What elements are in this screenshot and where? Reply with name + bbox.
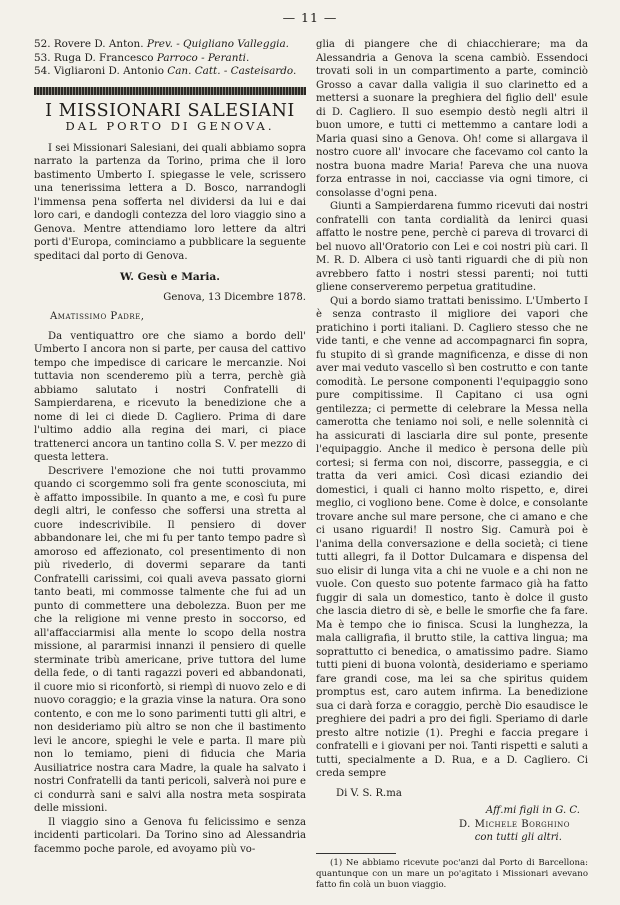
signature-name: D. Michele Borghino [458,818,570,830]
closing-formula: Di V. S. R.ma [336,787,402,799]
footnote-divider [316,853,396,854]
list-item: 54. Vigliaroni D. Antonio Can. Catt. - Casteisardo. [34,65,297,77]
invocation: W. Gesù e Maria. [120,271,220,283]
body-paragraph: Giunti a Sampierdarena fummo ricevuti dai nostri confratelli con tanta cordialità da lenirci quasi affatto le nostre pene, perchè ci pareva di trovarci di bel nuovo all'Oratorio con Lei e coi nostri più cari. Il M. R. D. Albera ci usò tanti riguardi che di più non avrebbero fatto i nostri stessi parenti; noi tutti gliene conserveremo perpetua gratitudine. [316,201,588,293]
body-paragraph: Qui a bordo siamo trattati benissimo. L'Umberto I è senza contrasto il migliore dei vapori che pratichino i porti italiani. D. Cagliero stesso che ne vide tanti, e che venne ad accompagnarci fin sopra, fu stupito di sì grande magnificenza, e disse di non aver mai veduto vascello sì ben costrutto e con tante comodità. Le persone componenti l'equipaggio sono pure compitissime. Il Capitano ci usa ogni gentilezza; ci permette di celebrare la Messa nella camerotta che teniamo noi soli, e nelle solennità ci ha assicurati di lasciarla dire sul ponte, presente l'equipaggio. Anche il medico è persona delle più cortesi; si ferma con noi, discorre, passeggia, e ci tratta da veri amici. Così dicasi eziandio dei domestici, i quali ci hanno molto rispetto, e, direi meglio, ci vogliono bene. Come è dolce, e consolante trovare anche sul mare persone, che ci amano e che ci usano riguardi! Il nostro Sig. Camurà poi è l'anima della conversazione e della società; ci tiene tutti allegri, fa il Dottor Dulcamara e dispensa del suo elisir di lunga vita a chi ne vuole e a chi non ne vuole. Con questo suo potente farmaco già ha fatto fuggir di sala un domestico, tanto è dolce il gusto che lascia dietro di sè, e belle le smorfie che fa fare. Ma è tempo che io finisca. Scusi la lunghezza, la mala calligrafia, il brutto stile, la cattiva lingua; ma soprattutto ci benedica, o amatissimo padre. Siamo tutti pieni di buona volontà, desideriamo e speriamo fare grandi cose, ma lei sa che spiritus quidem promptus est, caro autem infirma. La benedizione sua ci darà forza e coraggio, perchè Dio esaudisce le preghiere dei padri a pro dei figli. Speriamo di darle presto altre notizie (1). Preghi e faccia pregare i confratelli e i giovani per noi. Tanti rispetti e saluti a tutti, specialmente a D. Rua, e a D. Cagliero. Ci creda sempre [316,295,588,779]
list-item: 52. Rovere D. Anton. Prev. - Quigliano Valleggia. [34,38,289,50]
right-column [316,38,588,891]
body-paragraph: Da ventiquattro ore che siamo a bordo dell' Umberto I ancora non si parte, per causa del cattivo tempo che impedisce di caricare le mercanzie. Noi tuttavia non scenderemo più a terra, perchè già abbiamo salutato i nostri Confratelli di Sampierdarena, e ricevuto la benedizione che a nome di lei ci diede D. Cagliero. Prima di dare l'ultimo addio alla regina dei mari, ci piace trattenerci ancora un tantino colla S. V. per mezzo di questa lettera. [34,330,306,463]
footnote: (1) Ne abbiamo ricevute poc'anzi dal Porto di Barcellona: quantunque con un mare un po'agitato i Missionari avevano fatto fin colà un buon viaggio. [316,857,588,890]
priest-list [34,38,306,79]
letter-date: Genova, 13 Dicembre 1878. [163,291,306,303]
signature-line: Aff.mi figli in G. C. [485,805,580,816]
ornamental-divider [34,87,306,95]
article-title: I MISSIONARI SALESIANI [45,100,295,121]
article-subtitle: DAL PORTO DI GENOVA. [65,119,275,133]
intro-paragraph: I sei Missionari Salesiani, dei quali abbiamo sopra narrato la partenza da Torino, prima che il loro bastimento Umberto I. spiegasse le vele, scrissero una tenerissima lettera a D. Bosco, narrandogli l'immensa pena sofferta nel dividersi da lui e dai loro cari, e dandogli contezza del loro viaggio sino a Genova. Mentre attendiamo loro lettere da altri porti d'Europa, cominciamo a pubblicare la seguente speditaci dal porto di Genova. [34,142,306,262]
list-item: 53. Ruga D. Francesco Parroco - Peranti. [34,51,250,64]
salutation: Amatissimo Padre, [50,311,145,322]
body-paragraph: glia di piangere che di chiacchierare; ma da Alessandria a Genova la scena cambiò. Essendoci trovati soli in un compartimento a parte, cominciò Grosso a cavar dalla valigia il suo clarinetto ed a mettersi a suonare la preghiera del figlio dell' esule di D. Cagliero. Il suo esempio destò negli altri il buon umore, e tutti ci mettemmo a cantare lodi a Maria quasi sino a Genova. Oh! come si allargava il nostro cuore all' invocare che facevamo col canto la nostra buona madre Maria! Pareva che una nuova forza entrasse in noi, cacciasse via ogni timore, ci consolasse d'ogni pena. [316,39,588,199]
body-paragraph: Descrivere l'emozione che noi tutti provammo quando ci scorgemmo soli fra gente sconosciuta, mi è affatto impossibile. In quanto a me, e così fu pure degli altri, le confesso che soffersi una stretta al cuore indescrivibile. Il pensiero di dover abbandonare lei, che mi fu per tanto tempo padre sì amoroso ed affezionato, col presentimento di non più rivederlo, di dovermi separare da tanti Confratelli carissimi, coi quali aveva passato giorni tanto beati, mi commosse talmente che fui ad un punto di commettere una debolezza. Buon per me che la religione mi venne presto in soccorso, ed all'affacciarmisi alla mente lo scopo della nostra missione, al pararmisi innanzi il pensiero di quelle sterminate tribù americane, prive tuttora del lume della fede, o di tanti ragazzi poveri ed abbandonati, il cuore mio si riconfortò, si riempì di nuovo zelo e di nuovo coraggio; e la grazia vinse la natura. Ora sono contento, e con me lo sono parimenti tutti gli altri, e non desideriamo più altro se non che il bastimento levi le ancore, spieghi le vele e parta. Il mare più non lo temiamo, pieni di fiducia che Maria Ausiliatrice nostra cara Madre, la quale ha salvato i nostri Confratelli da tanti pericoli, salverà noi pure e ci condurrà sani e salvi alla nostra meta sospirata delle missioni. [34,465,306,814]
body-paragraph: Il viaggio sino a Genova fu felicissimo e senza incidenti particolari. Da Torino sino ad Alessandria facemmo poche parole, ed avoyamo più vo- [34,816,306,855]
signature-line: con tutti gli altri. [474,832,562,843]
left-column [34,38,306,856]
page-number: — 11 — [282,10,338,25]
